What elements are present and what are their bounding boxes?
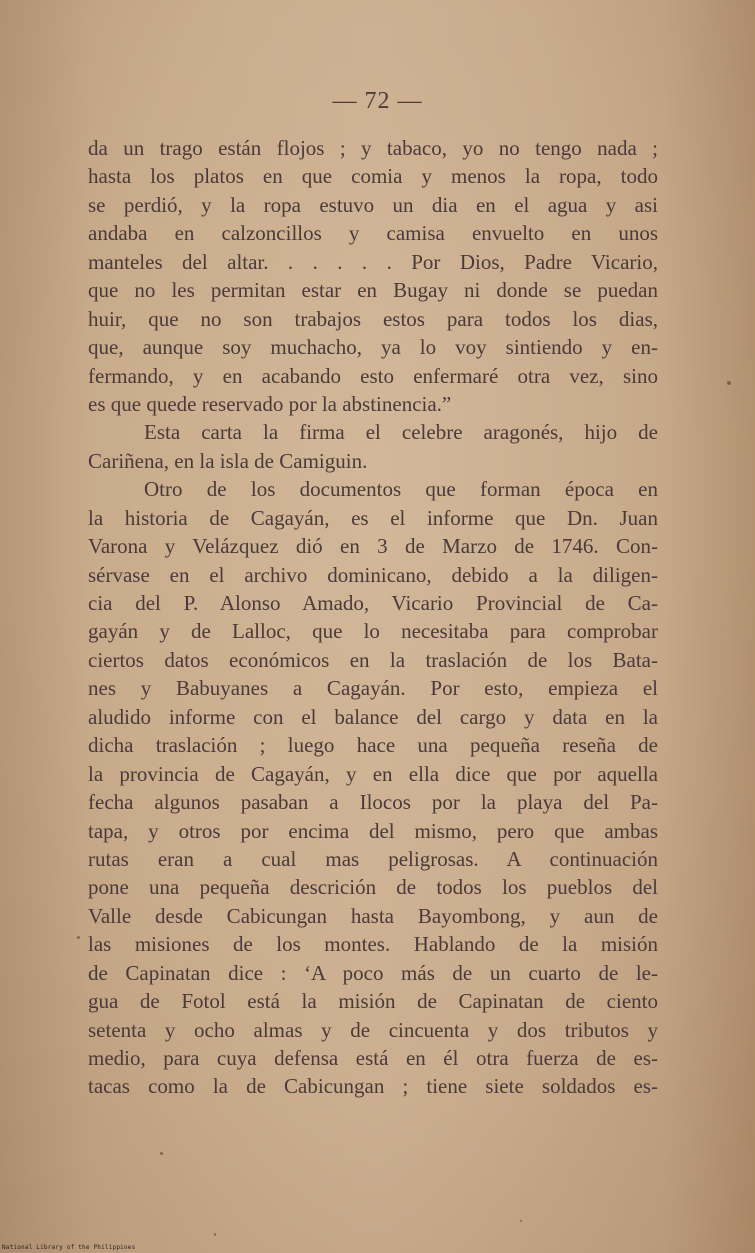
text-line: dicha traslación ; luego hace una pequeña reseña de: [88, 733, 658, 758]
text-line: da un trago están flojos ; y tabaco, yo no tengo nada ;: [88, 136, 658, 160]
text-line: tapa, y otros por encima del mismo, pero que ambas: [88, 818, 658, 843]
body-text: [88, 134, 658, 1101]
text-line: la historia de Cagayán, es el informe que Dn. Juan: [88, 505, 658, 530]
text-line: medio, para cuya defensa está en él otra fuerza de es-: [88, 1046, 658, 1070]
paper-speck: [160, 1152, 163, 1155]
text-line: Valle desde Cabicungan hasta Bayombong, y aun de: [88, 903, 658, 928]
text-line: tacas como la de Cabicungan ; tiene siete soldados es-: [88, 1074, 658, 1099]
paper-speck: [77, 936, 80, 939]
text-line: Cariñena, en la isla de Camiguin.: [88, 448, 368, 473]
text-line: es que quede reservado por la abstinencia.”: [88, 391, 452, 416]
paper-speck: [727, 381, 731, 385]
text-line: huir, que no son trabajos estos para todos los dias,: [88, 306, 658, 331]
text-line: se perdió, y la ropa estuvo un dia en el agua y asi: [88, 192, 658, 217]
text-line: sérvase en el archivo dominicano, debido a la diligen-: [88, 562, 658, 587]
text-line: gua de Fotol está la misión de Capinatan de ciento: [88, 989, 658, 1014]
text-line: que, aunque soy muchacho, ya lo voy sintiendo y en-: [88, 335, 658, 360]
text-line: pone una pequeña descrición de todos los pueblos del: [88, 875, 658, 900]
text-line: andaba en calzoncillos y camisa envuelto en unos: [88, 221, 658, 246]
text-line: Esta carta la firma el celebre aragonés, hijo de: [144, 420, 658, 445]
text-line: de Capinatan dice : ‘A poco más de un cuarto de le-: [88, 960, 658, 985]
page-number: — 72 —: [332, 88, 423, 114]
library-footer: National Library of the Philippines: [2, 1244, 136, 1251]
paper-speck: [520, 1220, 522, 1222]
text-line: fecha algunos pasaban a Ilocos por la playa del Pa-: [88, 790, 658, 815]
text-line: la provincia de Cagayán, y en ella dice que por aquella: [88, 761, 658, 786]
text-line: que no les permitan estar en Bugay ni donde se puedan: [88, 278, 658, 303]
text-line: fermando, y en acabando esto enfermaré otra vez, sino: [88, 363, 658, 388]
text-line: hasta los platos en que comia y menos la ropa, todo: [88, 164, 658, 189]
text-line: Varona y Velázquez dió en 3 de Marzo de 1746. Con-: [88, 534, 658, 559]
text-line: Otro de los documentos que forman época en: [144, 477, 658, 502]
text-line: rutas eran a cual mas peligrosas. A continuación: [88, 846, 658, 871]
text-line: gayán y de Lalloc, que lo necesitaba para comprobar: [88, 619, 658, 644]
paper-speck: [214, 1233, 216, 1236]
text-line: las misiones de los montes. Hablando de la misión: [88, 932, 658, 957]
text-line: nes y Babuyanes a Cagayán. Por esto, empieza el: [88, 676, 658, 701]
text-line: setenta y ocho almas y de cincuenta y dos tributos y: [88, 1017, 658, 1042]
text-line: aludido informe con el balance del cargo y data en la: [88, 704, 658, 729]
text-line: cia del P. Alonso Amado, Vicario Provincial de Ca-: [88, 591, 658, 615]
text-line: ciertos datos económicos en la traslación de los Bata-: [88, 647, 658, 672]
text-line: manteles del altar. . . . . . Por Dios, Padre Vicario,: [88, 249, 658, 274]
